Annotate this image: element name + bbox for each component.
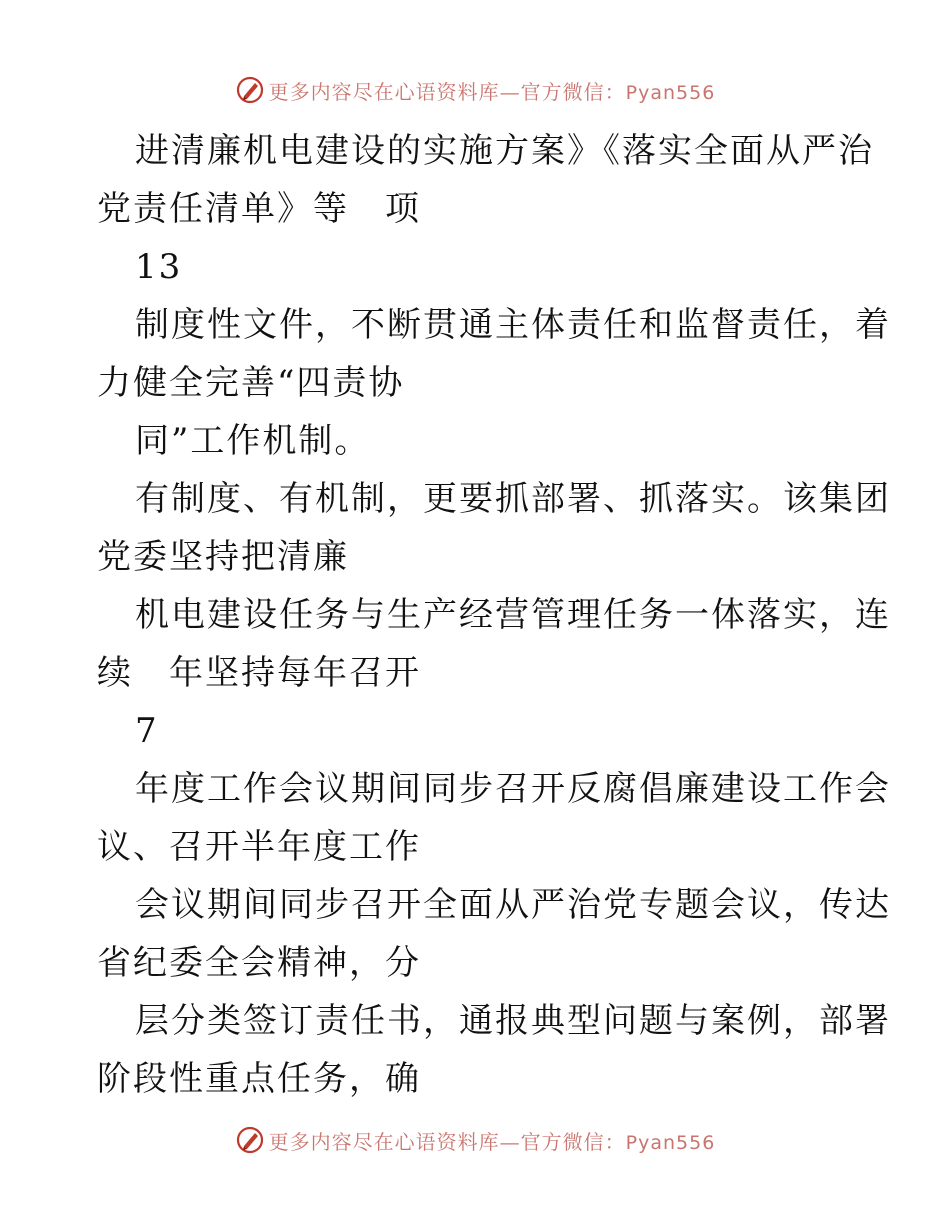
text-line: 会议期间同步召开全面从严治党专题会议，传达 [135,885,891,925]
watermark-prefix: 更多内容尽在心语资料库— [268,79,521,104]
text-line: 同”工作机制。 [135,421,371,461]
text-line: 党责任清单》等 项 [97,189,421,229]
watermark-account: Pyan556 [625,1131,716,1154]
watermark-official: 官方微信： [520,1129,626,1154]
watermark-prefix: 更多内容尽在心语资料库— [268,1129,521,1154]
text-line: 制度性文件，不断贯通主体责任和监督责任，着 [135,305,891,345]
watermark-text [269,1126,716,1155]
text-line: 有制度、有机制，更要抓部署、抓落实。该集团 [135,479,891,519]
text-line: 机电建设任务与生产经营管理任务一体落实，连 [135,595,891,635]
watermark-banner-bottom [0,1120,950,1160]
text-line: 进清廉机电建设的实施方案》《落实全面从严治 [135,131,874,171]
text-line: 7 [135,711,159,751]
watermark-official: 官方微信： [520,79,626,104]
text-line: 力健全完善“四责协 [97,363,405,403]
text-line: 层分类签订责任书，通报典型问题与案例，部署 [135,1001,891,1041]
text-line: 党委坚持把清廉 [97,537,349,577]
text-line: 省纪委全会精神，分 [97,943,421,983]
pen-logo-icon [235,75,265,105]
text-line: 续 年坚持每年召开 [97,653,421,693]
text-line: 年度工作会议期间同步召开反腐倡廉建设工作会 [135,769,891,809]
watermark-text [269,76,716,105]
watermark-account: Pyan556 [625,81,716,104]
document-body [97,122,891,1108]
text-line: 13 [135,247,183,287]
watermark-banner-top [0,70,950,110]
text-line: 阶段性重点任务，确 [97,1059,421,1099]
text-line: 议、召开半年度工作 [97,827,421,867]
pen-logo-icon [235,1125,265,1155]
